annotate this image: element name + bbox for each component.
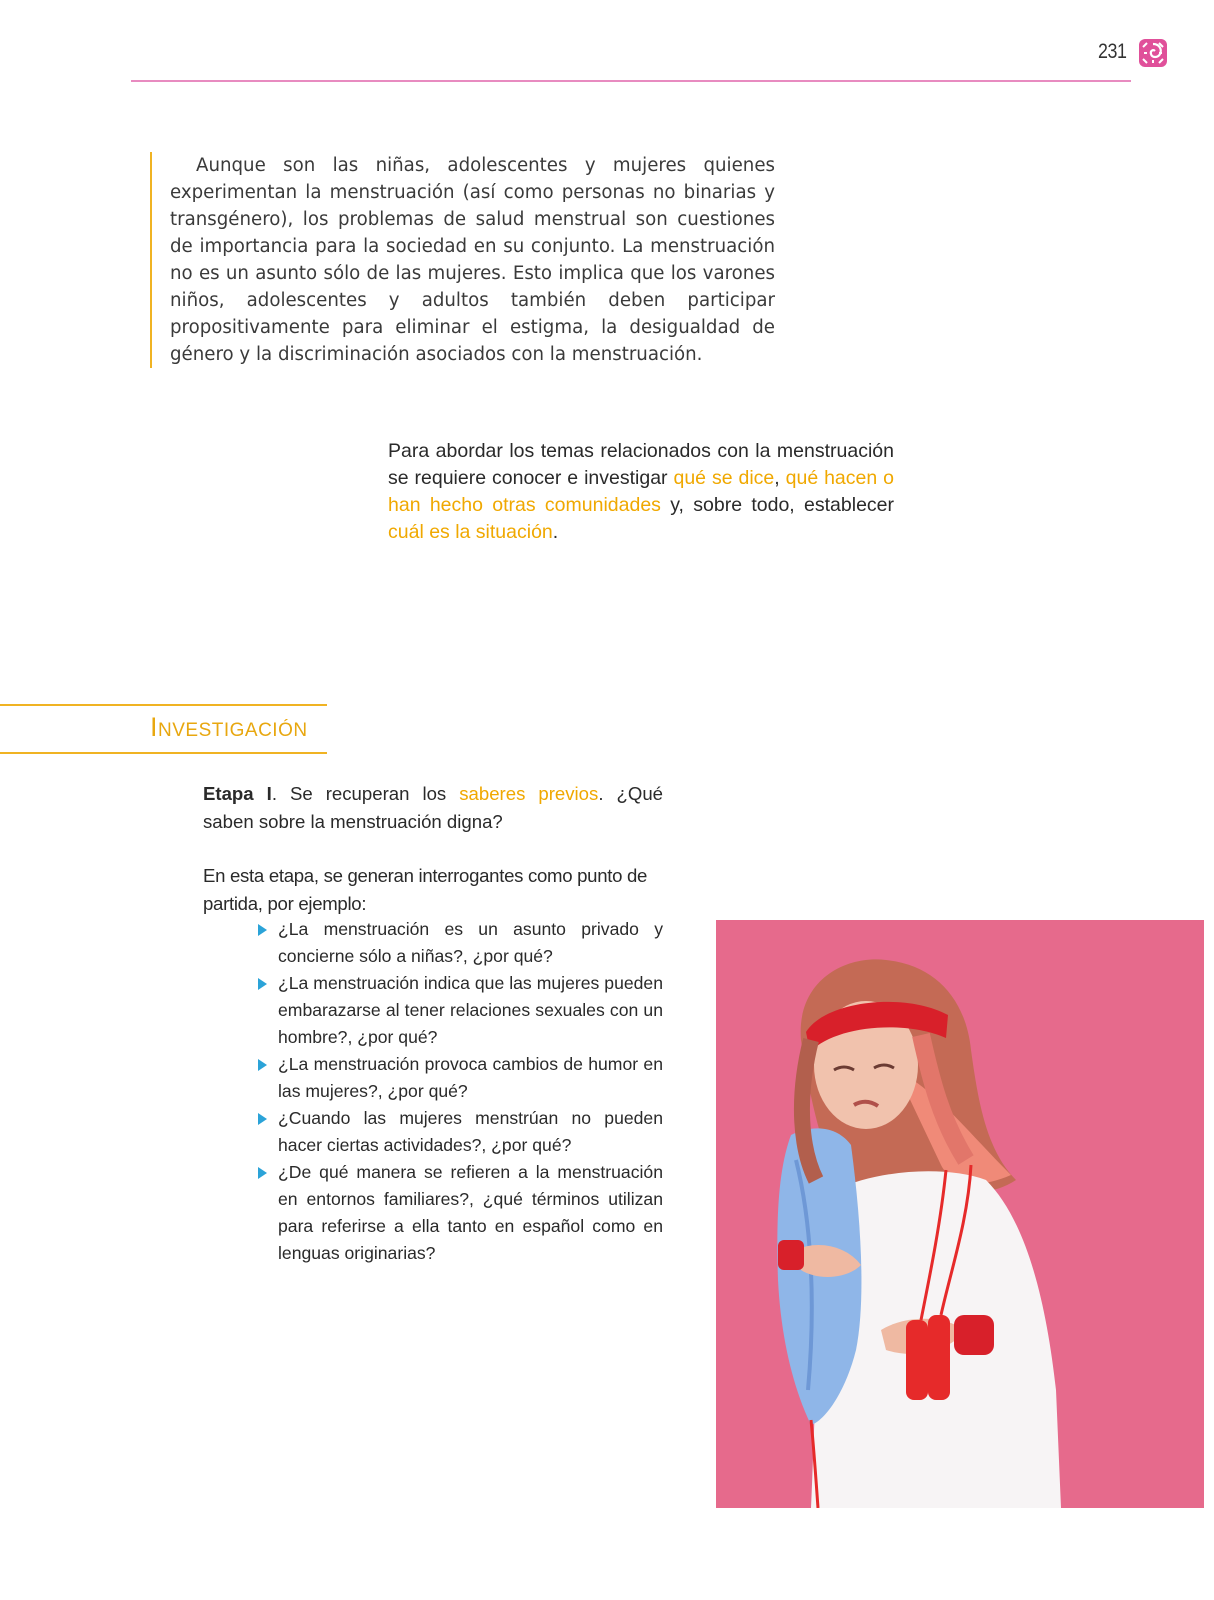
stage-highlight: saberes previos [459,783,599,804]
header-rule [131,80,1131,82]
stage-text: . ¿Qué saben sobre la menstruación digna? [203,783,663,832]
spiral-ornament-icon [1138,38,1168,68]
question-text: ¿La menstruación provoca cambios de humor en las mujeres?, ¿por qué? [278,1054,663,1101]
list-item [258,916,663,970]
stage-label: Etapa I [203,783,272,804]
questions-intro-text: En esta etapa, se generan interrogantes como punto de partida, por ejemplo: [203,865,648,914]
question-text: ¿La menstruación indica que las mujeres pueden embarazarse al tener relaciones sexuales con un hombre?, ¿por qué? [278,973,663,1047]
list-item [258,1051,663,1105]
stage-block [203,780,663,835]
callout-highlight: qué hacen o han hecho otras comunidades [388,467,894,516]
photo-girl-menstrual-pain [716,920,1204,1508]
callout-highlight: qué se dice [673,467,775,489]
stage-text: . Se recuperan los [271,783,460,804]
callout-block [388,438,894,546]
intro-paragraph: Aunque son las niñas, adolescentes y mujeres quienes experimentan la menstruación (así como personas no binarias y transgénero), los problemas de salud menstrual son cuestiones de importancia para la sociedad en su conjunto. La menstruación no es un asunto sólo de las mujeres. Esto implica que los varones niños, adolescentes y adultos también deben participar propositivamente para eliminar el estigma, la desigualdad de género y la discriminación asociados con la menstruación. [170,155,775,365]
questions-list [258,916,663,1267]
intro-block [150,152,775,368]
list-item [258,970,663,1051]
callout-highlight: cuál es la situación [388,521,553,543]
callout-text: Para abordar los temas relacionados con la menstruación se requiere conocer e investigar [388,440,894,489]
list-item [258,1159,663,1267]
callout-paragraph [388,438,894,546]
triangle-bullet-icon [258,1059,267,1071]
question-text: ¿Cuando las mujeres menstrúan no pueden hacer ciertas actividades?, ¿por qué? [278,1108,663,1155]
callout-text: . [552,521,559,543]
triangle-bullet-icon [258,1113,267,1125]
section-title: Investigación [150,712,308,742]
page-number: 231 [1098,40,1127,63]
triangle-bullet-icon [258,1167,267,1179]
questions-intro [203,862,663,917]
triangle-bullet-icon [258,924,267,936]
triangle-bullet-icon [258,978,267,990]
callout-text: , [774,467,786,489]
question-text: ¿La menstruación es un asunto privado y concierne sólo a niñas?, ¿por qué? [278,919,663,966]
list-item [258,1105,663,1159]
question-text: ¿De qué manera se refieren a la menstruación en entornos familiares?, ¿qué términos utilizan para referirse a ella tanto en español como en lenguas originarias? [278,1162,663,1263]
stage-paragraph [203,780,663,835]
callout-text: y, sobre todo, establecer [660,494,894,516]
